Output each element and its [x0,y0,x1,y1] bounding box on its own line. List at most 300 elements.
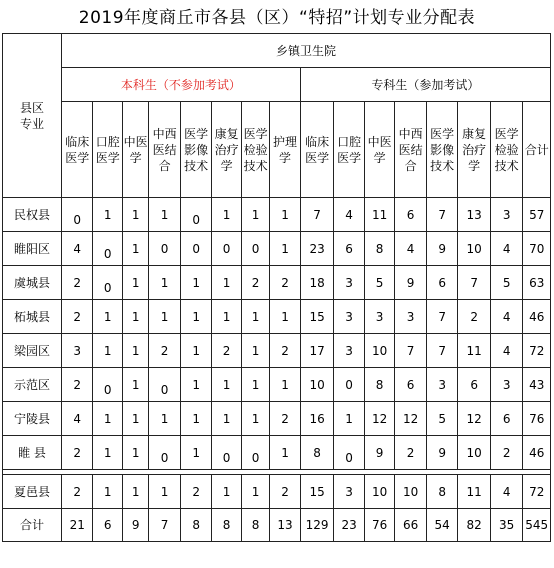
column-header-line: 学 [468,158,481,173]
column-header [61,102,93,198]
row-label: 合计 [3,509,62,542]
cell-value: 10 [402,484,419,499]
table-cell [300,475,334,509]
table-cell [523,402,551,436]
cell-value: 3 [345,275,353,290]
cell-value: 0 [222,450,231,465]
cell-value: 6 [406,207,415,222]
cell-value: 1 [281,309,289,324]
column-header-line: 医学 [494,126,519,141]
column-header-line: 临床 [65,134,90,149]
table-cell [180,334,212,368]
table-cell [122,334,148,368]
table-cell [364,232,395,266]
column-header-line: 治疗 [462,142,487,157]
row-label: 夏邑县 [3,475,62,509]
column-header [270,102,301,198]
cell-value: 1 [345,411,353,426]
table-cell [458,334,491,368]
cell-value: 1 [281,207,289,222]
column-header [300,102,334,198]
table-cell [61,402,93,436]
cell-value: 9 [375,445,384,460]
table-cell [334,402,365,436]
table-cell [426,334,458,368]
table-cell [300,300,334,334]
table-cell [122,232,148,266]
table-cell [180,402,212,436]
table-cell [426,436,458,470]
row-label: 睢 县 [3,436,62,470]
table-cell [334,436,365,470]
column-header-line: 检验 [494,142,519,157]
table-cell [122,368,148,402]
table-cell [426,509,458,542]
cell-value: 1 [281,377,289,392]
table-cell [241,509,269,542]
corner-bottom-label: 专业 [19,116,44,131]
cell-value: 8 [313,445,321,460]
cell-value: 1 [222,411,231,426]
table-cell [458,402,491,436]
table-cell [426,198,458,232]
table-cell [61,300,93,334]
cell-value: 13 [277,518,293,532]
table-cell [270,232,301,266]
cell-value: 1 [160,411,169,426]
column-header-line: 口腔 [95,134,120,149]
cell-value: 1 [192,343,200,358]
table-cell [241,198,269,232]
table-cell [241,300,269,334]
table-cell [180,368,212,402]
column-header [212,102,241,198]
cell-value: 3 [406,309,415,324]
corner-top-label: 县区 [19,100,44,115]
cell-value: 1 [192,411,200,426]
table-cell [270,402,301,436]
cell-value: 4 [502,343,511,358]
table-cell [523,509,551,542]
column-header-line: 技术 [184,158,209,173]
column-header [122,102,148,198]
cell-value: 11 [466,484,482,499]
table-cell [212,198,241,232]
table-row [3,334,551,368]
cell-value: 0 [103,382,112,397]
table-cell [364,436,395,470]
cell-value: 1 [192,377,200,392]
table-row [3,475,551,509]
table-cell [395,475,427,509]
group-header: 乡镇卫生院 [61,34,550,68]
cell-value: 8 [251,518,260,532]
table-cell [334,368,365,402]
row-label: 梁园区 [3,334,62,368]
cell-value: 63 [529,275,545,290]
table-cell [122,475,148,509]
cell-value: 70 [529,241,545,256]
cell-value: 3 [375,309,384,324]
cell-value: 1 [103,484,112,499]
column-header-line: 康复 [214,126,239,141]
table-cell [180,436,212,470]
table-cell [122,436,148,470]
cell-value: 2 [73,377,82,392]
table-cell [490,334,523,368]
cell-value: 2 [470,309,478,324]
cell-value: 1 [192,309,200,324]
cell-value: 2 [73,309,82,324]
column-header [364,102,395,198]
cell-value: 2 [222,343,231,358]
column-header-line: 医学 [65,150,90,165]
cell-value: 545 [525,518,549,532]
cell-value: 1 [131,207,140,222]
column-header-line: 学 [279,150,292,165]
table-cell [364,509,395,542]
table-row [3,300,551,334]
table-cell [395,402,427,436]
column-header-line: 技术 [494,158,519,173]
table-cell [93,334,122,368]
cell-value: 6 [470,377,478,392]
table-cell [334,509,365,542]
cell-value: 17 [309,343,325,358]
column-header-line: 技术 [243,158,268,173]
table-cell [180,300,212,334]
table-cell [270,436,301,470]
table-cell [149,475,181,509]
table-cell [490,402,523,436]
cell-value: 10 [466,241,482,256]
cell-value: 21 [69,518,85,532]
cell-value: 9 [438,241,446,256]
cell-value: 1 [160,484,169,499]
column-header-line: 医结 [398,142,423,157]
table-cell [395,509,427,542]
table-cell [300,436,334,470]
table-cell [149,509,181,542]
cell-value: 11 [466,343,482,358]
cell-value: 1 [103,411,112,426]
column-header [395,102,427,198]
cell-value: 0 [222,241,231,256]
table-cell [270,300,301,334]
table-cell [149,266,181,300]
table-cell [212,475,241,509]
cell-value: 1 [131,343,140,358]
column-header-line: 治疗 [214,142,239,157]
cell-value: 6 [103,518,112,532]
cell-value: 10 [371,484,388,499]
cell-value: 2 [251,275,260,290]
cell-value: 129 [305,518,329,532]
cell-value: 8 [375,241,384,256]
table-cell [523,475,551,509]
cell-value: 1 [103,343,112,358]
table-cell [270,266,301,300]
cell-value: 3 [345,309,353,324]
cell-value: 13 [466,207,482,222]
cell-value: 1 [281,241,289,256]
row-label: 民权县 [3,198,62,232]
table-cell [241,475,269,509]
table-cell [300,334,334,368]
table-cell [300,509,334,542]
table-cell [426,402,458,436]
cell-value: 46 [529,445,545,460]
table-cell [61,436,93,470]
table-cell [523,334,551,368]
column-header-line: 临床 [305,134,330,149]
table-cell [149,334,181,368]
table-cell [149,300,181,334]
table-cell [180,266,212,300]
undergrad-header: 本科生（不参加考试） [61,68,300,102]
row-label: 虞城县 [3,266,62,300]
table-cell [270,334,301,368]
cell-value: 7 [470,275,478,290]
cell-value: 4 [345,207,353,222]
cell-value: 4 [502,241,511,256]
table-cell [93,300,122,334]
column-header [523,102,551,198]
table-cell [93,198,122,232]
cell-value: 1 [160,309,169,324]
table-cell [458,198,491,232]
table-cell [212,436,241,470]
column-header [93,102,122,198]
cell-value: 9 [406,275,415,290]
cell-value: 7 [313,207,321,222]
cell-value: 1 [131,484,140,499]
column-header [334,102,365,198]
table-cell [490,436,523,470]
cell-value: 12 [371,411,388,426]
table-cell [212,509,241,542]
table-row [3,266,551,300]
cell-value: 1 [103,445,112,460]
table-cell [241,402,269,436]
cell-value: 1 [251,411,260,426]
column-header [241,102,269,198]
cell-value: 1 [103,207,112,222]
cell-value: 18 [309,275,325,290]
table-cell [61,198,93,232]
cell-value: 9 [131,518,140,532]
table-cell [364,334,395,368]
table-row [3,232,551,266]
table-cell [458,509,491,542]
column-header-line: 医学 [184,126,209,141]
cell-value: 0 [160,382,169,397]
cell-value: 1 [251,377,260,392]
table-cell [300,232,334,266]
cell-value: 1 [131,309,140,324]
cell-value: 0 [192,212,200,227]
table-cell [212,266,241,300]
table-cell [426,368,458,402]
table-cell [395,368,427,402]
table-cell [180,232,212,266]
column-header-line: 中西 [398,126,423,141]
cell-value: 3 [345,343,353,358]
table-cell [458,475,491,509]
cell-value: 9 [438,445,446,460]
table-cell [395,436,427,470]
column-header-line: 护理 [273,134,298,149]
cell-value: 4 [73,411,82,426]
table-cell [270,368,301,402]
table-cell [458,232,491,266]
cell-value: 1 [131,241,140,256]
cell-value: 4 [502,484,511,499]
cell-value: 10 [371,343,388,358]
table-cell [458,368,491,402]
table-cell [241,368,269,402]
cell-value: 8 [222,518,231,532]
table-cell [426,266,458,300]
table-cell [458,266,491,300]
cell-value: 6 [345,241,353,256]
cell-value: 1 [222,377,231,392]
cell-value: 35 [499,518,515,532]
table-cell [334,334,365,368]
cell-value: 10 [309,377,325,392]
column-header-line: 医学 [95,150,120,165]
table-cell [212,402,241,436]
cell-value: 12 [402,411,419,426]
table-cell [122,402,148,436]
table-cell [334,266,365,300]
cell-value: 1 [192,275,200,290]
cell-value: 0 [103,246,112,261]
cell-value: 0 [160,450,169,465]
table-row [3,436,551,470]
cell-value: 7 [406,343,415,358]
table-cell [149,436,181,470]
table-cell [61,368,93,402]
table-cell [364,266,395,300]
column-header-line: 口腔 [337,134,362,149]
table-cell [149,232,181,266]
table-cell [490,198,523,232]
cell-value: 72 [529,484,545,499]
cell-value: 57 [529,207,545,222]
cell-value: 7 [438,309,446,324]
table-cell [61,266,93,300]
table-cell [490,475,523,509]
table-cell [93,509,122,542]
cell-value: 4 [502,309,511,324]
cell-value: 8 [375,377,384,392]
cell-value: 0 [103,280,112,295]
table-cell [364,198,395,232]
table-cell [334,300,365,334]
cell-value: 2 [281,484,289,499]
cell-value: 0 [251,241,260,256]
cell-value: 72 [529,343,545,358]
cell-value: 54 [434,518,450,532]
table-cell [61,509,93,542]
cell-value: 5 [438,411,446,426]
cell-value: 7 [160,518,169,532]
column-header-line: 中医 [123,134,148,149]
table-row [3,368,551,402]
table-cell [490,266,523,300]
column-header-line: 合计 [524,142,549,157]
table-cell [523,266,551,300]
table-cell [458,436,491,470]
cell-value: 1 [281,445,289,460]
column-header-line: 学 [373,150,386,165]
cell-value: 0 [251,450,260,465]
table-row [3,509,551,542]
column-header-line: 合 [158,158,171,173]
table-cell [523,436,551,470]
table-cell [334,232,365,266]
table-cell [395,232,427,266]
table-cell [93,232,122,266]
cell-value: 2 [281,411,289,426]
column-header-line: 中西 [152,126,177,141]
cell-value: 2 [406,445,415,460]
cell-value: 3 [73,343,82,358]
cell-value: 0 [345,377,353,392]
table-cell [523,300,551,334]
cell-value: 66 [402,518,419,532]
cell-value: 3 [345,484,353,499]
table-row [3,402,551,436]
column-header-line: 医学 [430,126,455,141]
cell-value: 1 [160,207,169,222]
table-cell [300,402,334,436]
table-cell [364,475,395,509]
cell-value: 1 [222,207,231,222]
table-cell [364,402,395,436]
cell-value: 4 [406,241,415,256]
table-cell [300,198,334,232]
table-cell [212,232,241,266]
table-cell [458,300,491,334]
cell-value: 7 [438,343,446,358]
table-cell [334,198,365,232]
cell-value: 6 [406,377,415,392]
column-header [180,102,212,198]
cell-value: 3 [502,377,511,392]
table-cell [300,368,334,402]
cell-value: 2 [73,275,82,290]
table-cell [61,475,93,509]
cell-value: 5 [375,275,384,290]
table-cell [426,300,458,334]
cell-value: 1 [131,411,140,426]
cell-value: 82 [466,518,482,532]
table-cell [523,368,551,402]
cell-value: 7 [438,207,446,222]
table-cell [490,300,523,334]
cell-value: 1 [251,343,260,358]
cell-value: 3 [502,207,511,222]
cell-value: 2 [73,445,82,460]
table-cell [93,402,122,436]
table-row [3,198,551,232]
table-cell [490,509,523,542]
table-cell [149,402,181,436]
column-header-line: 影像 [430,142,455,157]
column-header-line: 医学 [243,126,268,141]
